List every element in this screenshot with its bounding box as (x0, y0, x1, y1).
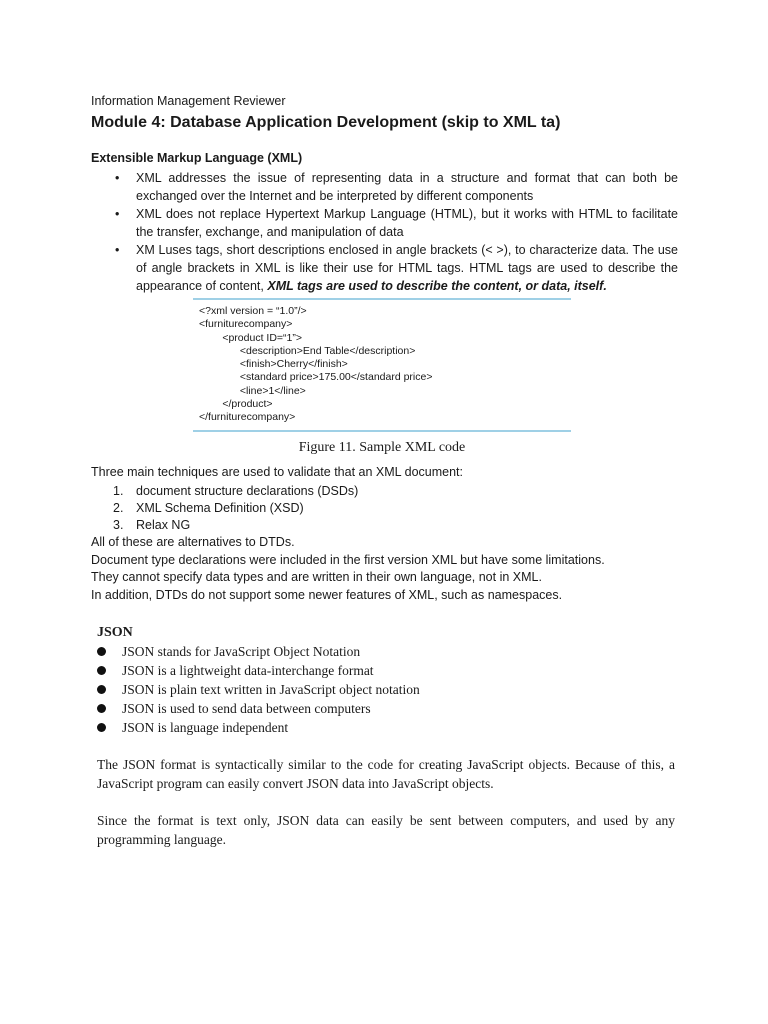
bullet-icon (97, 666, 106, 675)
bullet-icon: • (115, 243, 120, 257)
dtd-paragraphs (91, 534, 605, 605)
xml-code-figure (193, 298, 571, 432)
figure-caption: Figure 11. Sample XML code (298, 440, 466, 455)
paragraph: They cannot specify data types and are written in their own language, not in XML. (91, 570, 542, 585)
list-text: XML Schema Definition (XSD) (136, 501, 304, 515)
code-line: </product> (199, 398, 273, 411)
bullet-icon (97, 685, 106, 694)
json-paragraph-1: The JSON format is syntactically similar to the code for creating JavaScript objects. Because of this, a JavaScript program can easily convert JSON data into JavaScript objects. (97, 757, 675, 791)
code-line: <standard price>175.00</standard price> (199, 371, 433, 384)
json-bullet-list (97, 642, 420, 737)
json-section-heading: JSON (97, 625, 133, 640)
bullet-text: XML does not replace Hypertext Markup Language (HTML), but it works with HTML to facilitate the transfer, exchange, and manipulation of data (136, 207, 678, 239)
validation-intro: Three main techniques are used to validate that an XML document: (91, 465, 463, 479)
bullet-text: JSON is plain text written in JavaScript object notation (122, 682, 420, 697)
list-item (91, 500, 358, 517)
list-number: 1. (113, 484, 124, 498)
list-item (91, 205, 678, 241)
validation-numbered-list (91, 483, 358, 534)
bullet-text: JSON is a lightweight data-interchange format (122, 663, 374, 678)
course-title: Information Management Reviewer (91, 94, 286, 108)
list-item (91, 517, 358, 534)
xml-section-heading: Extensible Markup Language (XML) (91, 151, 303, 165)
list-item (91, 169, 678, 205)
bullet-icon: • (115, 207, 120, 221)
code-line: <furniturecompany> (199, 318, 293, 331)
bullet-icon (97, 723, 106, 732)
list-item (97, 661, 420, 680)
bullet-text: JSON is language independent (122, 720, 289, 735)
code-line: <finish>Cherry</finish> (199, 358, 348, 371)
module-title: Module 4: Database Application Development (skip to XML ta) (91, 114, 561, 131)
code-line: <?xml version = “1.0”/> (199, 305, 307, 317)
bullet-text: XML addresses the issue of representing data in a structure and format that can both be exchanged over the Internet and be interpreted by different components (136, 171, 678, 203)
list-item (91, 241, 678, 295)
list-item (97, 699, 420, 718)
json-paragraph-2: Since the format is text only, JSON data can easily be sent between computers, and used by any programming language. (97, 813, 675, 847)
emphasis-text: XML tags are used to describe the content, or data, itself. (267, 279, 607, 293)
list-number: 3. (113, 518, 124, 532)
list-text: document structure declarations (DSDs) (136, 484, 359, 498)
list-item (97, 642, 420, 661)
bullet-text: XM Luses tags, short descriptions enclosed in angle brackets (< >), to characterize data. The use of angle brackets in XML is like their use for HTML tags. HTML tags are used to describe the appearance of content, (136, 243, 678, 293)
list-text: Relax NG (136, 518, 191, 532)
code-line: </furniturecompany> (199, 411, 296, 424)
bullet-text: JSON stands for JavaScript Object Notation (122, 644, 361, 659)
list-item (97, 680, 420, 699)
list-item (97, 718, 420, 737)
bullet-icon (97, 647, 106, 656)
paragraph: All of these are alternatives to DTDs. (91, 535, 295, 549)
bullet-icon: • (115, 171, 120, 185)
bullet-icon (97, 704, 106, 713)
code-line: <description>End Table</description> (199, 344, 416, 357)
code-line: <product ID=“1”> (199, 331, 303, 344)
xml-code-block (199, 305, 432, 425)
paragraph: Document type declarations were included in the first version XML but have some limitations. (91, 552, 605, 567)
list-number: 2. (113, 501, 124, 515)
list-item (91, 483, 358, 500)
code-line: <line>1</line> (199, 384, 306, 397)
xml-bullet-list (91, 169, 678, 295)
bullet-text: JSON is used to send data between computers (122, 701, 371, 716)
paragraph: In addition, DTDs do not support some newer features of XML, such as namespaces. (91, 588, 563, 603)
